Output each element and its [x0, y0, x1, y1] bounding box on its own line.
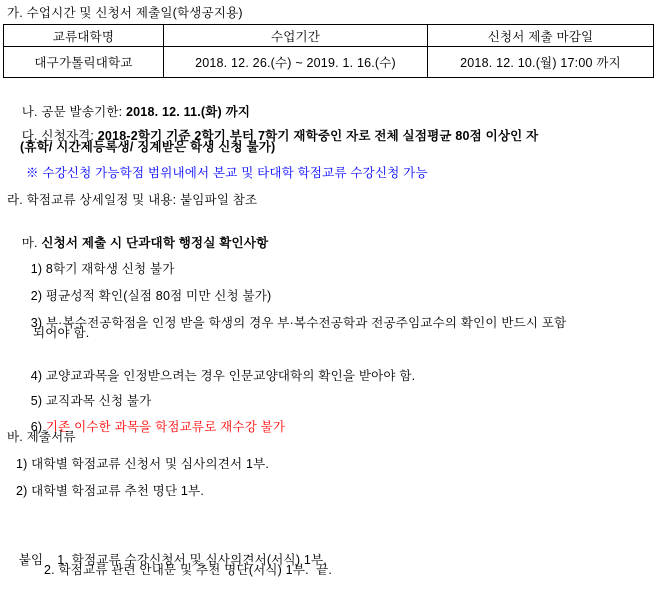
item-1-text: 8학기 재학생 신청 불가 [45, 262, 175, 276]
section-d-line: 라. 학점교류 상세일정 및 내용: 붙임파일 참조 [7, 193, 258, 207]
attachments-item-2: 2. 학점교류 관련 안내문 및 추천 명단(서식) 1부. 끝. [44, 563, 333, 577]
item-1-num: 1) [30, 262, 46, 276]
item-3-text: 부·복수전공학점을 인정 받을 학생의 경우 부·복수전공학과 전공주임교수의 확인이 반드시 포함 [45, 316, 567, 330]
col-header-university: 교류대학명 [4, 25, 164, 47]
table-row [4, 47, 654, 78]
item-3-num: 3) [30, 316, 46, 330]
item-6-num: 6) [30, 420, 46, 434]
section-c-restriction: (휴학/ 시간제등록생/ 징계받은 학생 신청 불가) [20, 140, 276, 154]
section-e-title: 신청서 제출 시 단과대학 행정실 확인사항 [41, 236, 269, 250]
section-b-prefix: 나. 공문 발송기한: [21, 105, 126, 119]
cell-university-name: 대구가톨릭대학교 [4, 47, 164, 78]
section-e-item-3-continuation: 되어야 함. [33, 326, 90, 340]
section-c-note-blue: ※ 수강신청 가능학점 범위내에서 본교 및 타대학 학점교류 수강신청 가능 [26, 166, 428, 180]
col-header-deadline: 신청서 제출 마감일 [428, 25, 654, 47]
section-a-heading: 가. 수업시간 및 신청서 제출일(학생공지용) [7, 6, 243, 20]
attachments-label: 붙임 [18, 553, 44, 567]
cell-submit-deadline: 2018. 12. 10.(월) 17:00 까지 [428, 47, 654, 78]
exchange-schedule-table [3, 24, 654, 78]
item-2-text: 평균성적 확인(실점 80점 미만 신청 불가) [45, 289, 272, 303]
item-4-text: 교양교과목을 인정받으려는 경우 인문교양대학의 확인을 받아야 함. [45, 369, 416, 383]
section-e-item-3 [16, 299, 566, 347]
section-c-prefix: 다. 신청자격: [21, 129, 98, 143]
section-f-item-2: 2) 대학별 학점교류 추천 명단 1부. [16, 484, 205, 498]
item-5-num: 5) [30, 394, 46, 408]
section-c-requirement: 2018-2학기 기준 2학기 부터 7학기 재학중인 자로 전체 실점평균 80점 이상인 자 [97, 129, 539, 143]
item-4-num: 4) [30, 369, 46, 383]
attachments-item-1: 1. 학점교류 수강신청서 및 심사의견서(서식) 1부. [57, 553, 327, 567]
cell-class-period: 2018. 12. 26.(수) ~ 2019. 1. 16.(수) [164, 47, 428, 78]
section-f-heading: 바. 제출서류 [7, 430, 76, 444]
section-b-deadline: 2018. 12. 11.(화) 까지 [126, 105, 251, 119]
col-header-class-period: 수업기간 [164, 25, 428, 47]
item-6-text-red: 기존 이수한 과목을 학점교류로 재수강 불가 [45, 420, 286, 434]
table-header-row [4, 25, 654, 47]
item-5-text: 교직과목 신청 불가 [45, 394, 152, 408]
section-f-item-1: 1) 대학별 학점교류 신청서 및 심사의견서 1부. [16, 457, 270, 471]
section-e-prefix: 마. [21, 236, 42, 250]
item-2-num: 2) [30, 289, 46, 303]
